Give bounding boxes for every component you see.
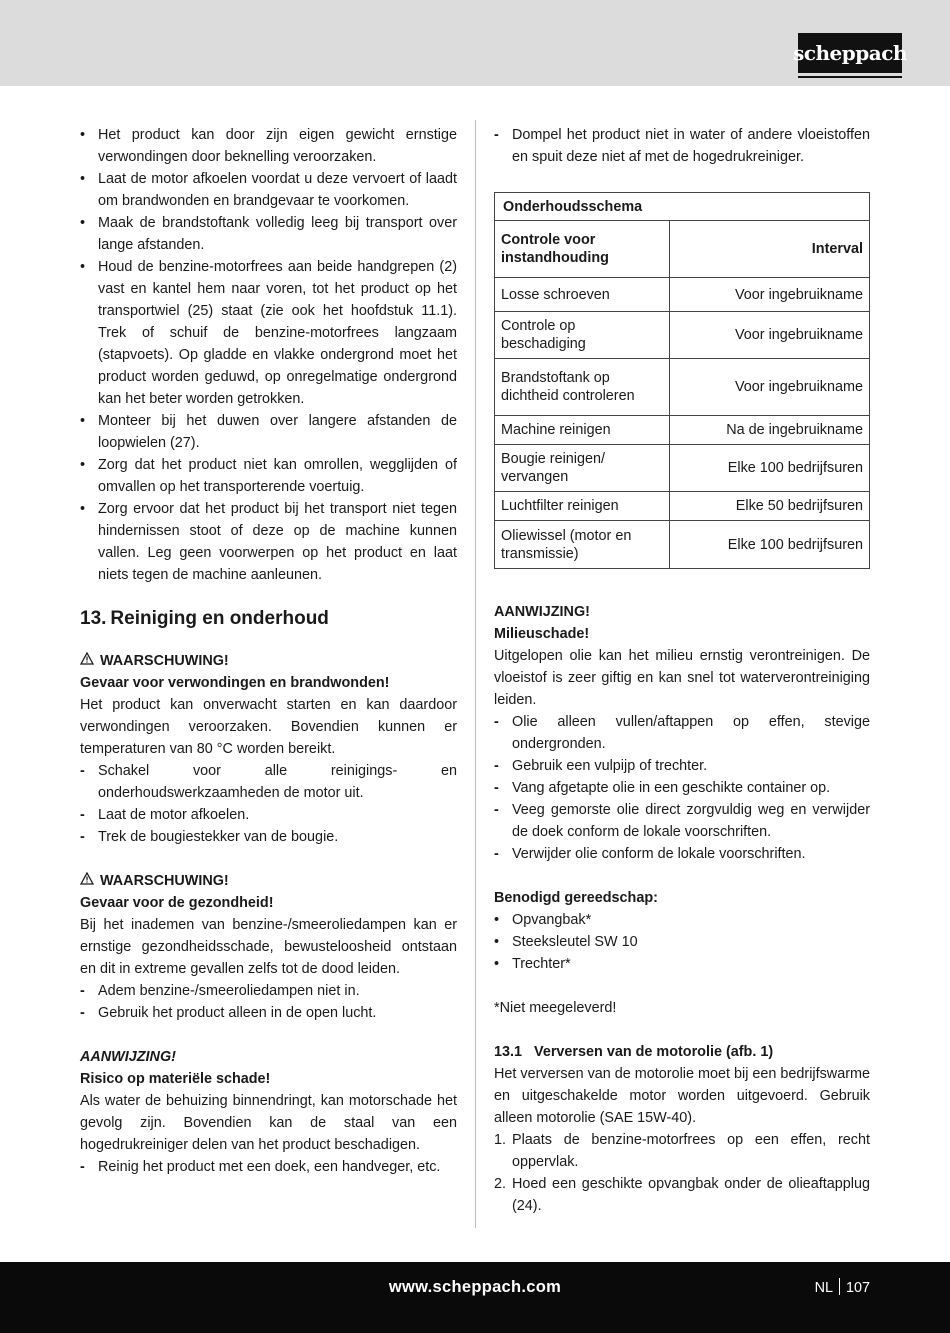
section-heading: 13. Reiniging en onderhoud <box>80 608 329 629</box>
table-header-row <box>495 221 870 278</box>
transport-bullet-list <box>80 124 457 586</box>
left-column <box>80 124 457 1178</box>
list-item: • Laat de motor afkoelen voordat u deze vervoert of laadt om brandwonden en brandgevaar te voorkomen. <box>80 171 457 209</box>
warning-text: Het product kan onverwacht starten en kan daardoor verwondingen veroorzaken. Bovendien kunnen er temperaturen van 80 °C worden bereikt. <box>80 697 457 757</box>
list-item: • Steeksleutel SW 10 <box>494 934 638 950</box>
list-item: - Trek de bougiestekker van de bougie. <box>80 829 339 845</box>
page-number: NL 107 <box>814 1280 870 1296</box>
subsection-text: Het verversen van de motorolie moet bij een bedrijfswarme en uitgeschakelde motor worden uitgevoerd. Gebruik alleen motorolie (SAE 15W-40). <box>494 1066 870 1126</box>
notice-text: Uitgelopen olie kan het milieu ernstig verontreinigen. De vloeistof is zeer giftig en kan snel tot waterverontreiniging leiden. <box>494 648 870 708</box>
footer-band <box>0 1262 950 1333</box>
table-cell: Bougie reinigen/ vervangen <box>495 445 670 492</box>
table-row <box>495 445 870 492</box>
table-title: Onderhoudsschema <box>495 193 870 221</box>
table-cell: Voor ingebruikname <box>670 312 870 359</box>
table-cell: Voor ingebruikname <box>670 278 870 312</box>
table-cell: Na de ingebruikname <box>670 416 870 445</box>
table-row <box>495 312 870 359</box>
warning-text: Bij het inademen van benzine-/smeeroliedampen kan er ernstige gezondheidsschade, bewusteloosheid ontstaan en dit in extreme gevallen zelfs tot de dood leiden. <box>80 917 457 977</box>
table-cell: Controle op beschadiging <box>495 312 670 359</box>
table-row <box>495 359 870 416</box>
table-cell: Brandstoftank op dichtheid controleren <box>495 359 670 416</box>
list-item: - Dompel het product niet in water of andere vloeistoffen en spuit deze niet af met de hogedrukreiniger. <box>494 127 870 165</box>
list-item: • Het product kan door zijn eigen gewicht ernstige verwondingen door beknelling veroorzaken. <box>80 127 457 165</box>
list-item: - Adem benzine-/smeeroliedampen niet in. <box>80 983 360 999</box>
list-item: • Monteer bij het duwen over langere afstanden de loopwielen (27). <box>80 413 457 451</box>
list-item: - Verwijder olie conform de lokale voorschriften. <box>494 846 806 862</box>
list-item: - Gebruik een vulpijp of trechter. <box>494 758 708 774</box>
warning-triangle-icon <box>80 650 96 672</box>
brand-logo: scheppach <box>798 33 902 73</box>
list-item: • Zorg ervoor dat het product bij het transport niet tegen hindernissen stoot of deze op de machine kunnen vallen. Leg geen voorwerpen op het product en laat niets tegen de machine aanleunen. <box>80 501 457 583</box>
table-row <box>495 521 870 569</box>
notice-label: AANWIJZING! <box>494 604 590 620</box>
column-divider <box>475 120 476 1228</box>
notice-list <box>494 711 870 865</box>
list-item: - Veeg gemorste olie direct zorgvuldig weg en verwijder de doek conform de lokale voorschriften. <box>494 802 870 840</box>
warning-triangle-icon <box>80 870 96 892</box>
list-item: - Vang afgetapte olie in een geschikte container op. <box>494 780 831 796</box>
notice-text: Als water de behuizing binnendringt, kan motorschade het gevolg zijn. Bovendien kan de staal van een hogedrukreiniger delen van het product beschadigen. <box>80 1093 457 1153</box>
warning-subtitle: Gevaar voor de gezondheid! <box>80 895 274 911</box>
notice-subtitle: Risico op materiële schade! <box>80 1071 271 1087</box>
list-item: • Trechter* <box>494 956 571 972</box>
footer-url: www.scheppach.com <box>388 1278 562 1296</box>
table-row <box>495 278 870 312</box>
notice-label: AANWIJZING! <box>80 1049 176 1065</box>
subsection-heading: 13.1 Verversen van de motorolie (afb. 1) <box>494 1044 774 1060</box>
intro-list <box>494 124 870 168</box>
table-cell: Oliewissel (motor en transmissie) <box>495 521 670 569</box>
tools-list <box>494 909 870 975</box>
table-cell: Luchtfilter reinigen <box>495 492 670 521</box>
list-item: • Maak de brandstoftank volledig leeg bij transport over lange afstanden. <box>80 215 457 253</box>
warning-list <box>80 980 457 1024</box>
column-header: Controle voor instandhouding <box>495 221 670 278</box>
notice-subtitle: Milieuschade! <box>494 626 590 642</box>
list-item: 1. Plaats de benzine-motorfrees op een effen, recht oppervlak. <box>494 1132 870 1170</box>
list-item: • Opvangbak* <box>494 912 592 928</box>
brand-logo-underline <box>798 76 902 78</box>
list-item: - Schakel voor alle reinigings- en onderhoudswerkzaamheden de motor uit. <box>80 763 457 801</box>
table-cell: Machine reinigen <box>495 416 670 445</box>
tools-footnote: *Niet meegeleverd! <box>494 1000 617 1016</box>
table-cell: Elke 100 bedrijfsuren <box>670 521 870 569</box>
maintenance-schedule-table <box>494 192 870 569</box>
warning-list <box>80 760 457 848</box>
table-title-row <box>495 193 870 221</box>
table-cell: Elke 50 bedrijfsuren <box>670 492 870 521</box>
warning-subtitle: Gevaar voor verwondingen en brandwonden! <box>80 675 390 691</box>
column-header: Interval <box>670 221 870 278</box>
list-item: - Gebruik het product alleen in de open lucht. <box>80 1005 377 1021</box>
table-cell: Voor ingebruikname <box>670 359 870 416</box>
list-item: - Olie alleen vullen/aftappen op effen, stevige ondergronden. <box>494 714 870 752</box>
table-row <box>495 416 870 445</box>
footer-separator <box>839 1278 840 1295</box>
warning-heading: WAARSCHUWING! <box>80 650 457 672</box>
list-item: - Laat de motor afkoelen. <box>80 807 250 823</box>
table-cell: Elke 100 bedrijfsuren <box>670 445 870 492</box>
right-column <box>494 124 870 1217</box>
list-item: • Zorg dat het product niet kan omrollen, wegglijden of omvallen op het transporterende voertuig. <box>80 457 457 495</box>
list-item: • Houd de benzine-motorfrees aan beide handgrepen (2) vast en kantel hem naar voren, tot het product op het transportwiel (25) staat (zie ook het hoofdstuk 11.1). Trek of schuif de benzine-motorfrees langzaam (stapvoets). Op gladde en vlakke ondergrond moet het product worden geduwd, op onregelmatige ondergrond kan het beter worden getrokken. <box>80 259 457 407</box>
tools-heading: Benodigd gereedschap: <box>494 890 658 906</box>
table-cell: Losse schroeven <box>495 278 670 312</box>
warning-heading: WAARSCHUWING! <box>80 870 457 892</box>
table-row <box>495 492 870 521</box>
list-item: 2. Hoed een geschikte opvangbak onder de olieaftapplug (24). <box>494 1176 870 1214</box>
notice-list <box>80 1156 457 1178</box>
list-item: - Reinig het product met een doek, een handveger, etc. <box>80 1159 441 1175</box>
steps-list <box>494 1129 870 1217</box>
